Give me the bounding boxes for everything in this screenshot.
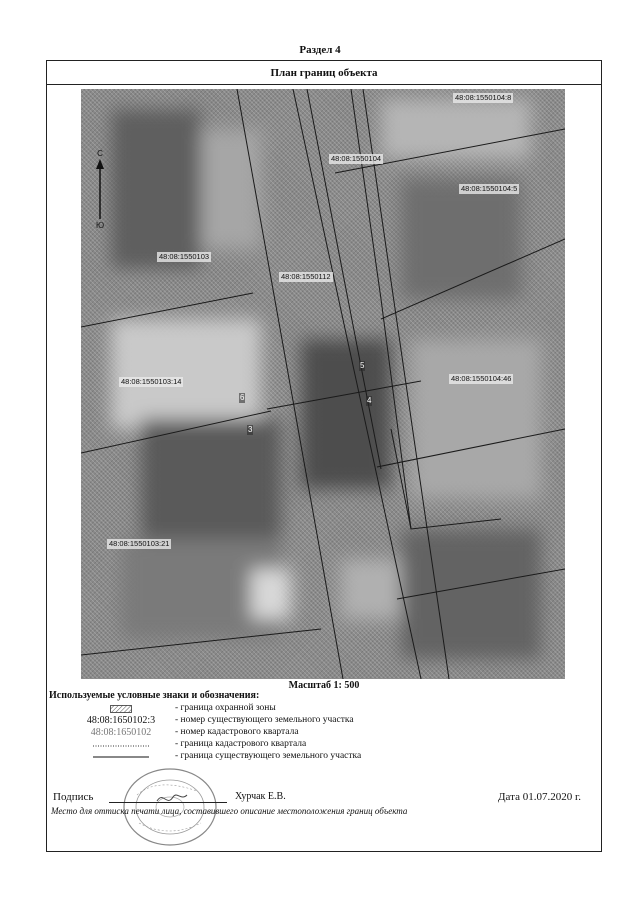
parcel-label: 48:08:1550103:14 <box>121 377 182 386</box>
parcel-label: 48:08:1550104:5 <box>461 184 518 193</box>
point-label: 5 <box>360 361 365 370</box>
parcel-label: 48:08:1550112 <box>281 272 331 281</box>
legend-desc: - граница охранной зоны <box>175 703 276 713</box>
parcel-label: 48:08:1550104 <box>331 154 382 163</box>
legend-title: Используемые условные знаки и обозначения: <box>49 690 260 701</box>
legend-desc: - номер существующего земельного участка <box>175 715 354 725</box>
signature-line <box>109 802 227 803</box>
legend-item-quarter-boundary <box>47 739 601 750</box>
legend-desc: - граница кадастрового квартала <box>175 739 307 749</box>
legend-item-parcel-boundary <box>47 751 601 762</box>
parcel-label: 48:08:1550103:21 <box>109 539 170 548</box>
scale-label: Масштаб 1: 500 <box>288 680 360 691</box>
point-label: 3 <box>248 425 253 434</box>
compass-north: С <box>97 149 103 158</box>
point-label: 6 <box>240 393 245 402</box>
aerial-map <box>81 89 565 679</box>
legend-symbol-dotted-line <box>71 739 171 750</box>
legend-item-protection-zone <box>47 703 601 714</box>
signer-name: Хурчак Е.В. <box>235 791 286 802</box>
legend-desc: - номер кадастрового квартала <box>175 727 299 737</box>
parcel-label: 48:08:1550104:8 <box>455 93 512 102</box>
legend-symbol-text: 48:08:1650102:3 <box>86 715 156 726</box>
signature-row <box>53 791 593 805</box>
signature-label: Подпись <box>53 791 94 803</box>
document-frame <box>46 60 602 852</box>
section-title: Раздел 4 <box>299 44 341 56</box>
signature-date: Дата 01.07.2020 г. <box>498 791 581 803</box>
parcel-label: 48:08:1550104:46 <box>451 374 512 383</box>
legend-symbol-text: 48:08:1650102 <box>90 727 152 738</box>
point-label: 4 <box>367 396 372 405</box>
legend-desc: - граница существующего земельного участка <box>175 751 362 761</box>
frame-header-title: План границ объекта <box>47 61 601 85</box>
legend-symbol-solid-line <box>71 751 171 762</box>
legend-item-parcel-number <box>47 715 601 726</box>
parcel-label: 48:08:1550103 <box>159 252 210 261</box>
legend-item-quarter-number <box>47 727 601 738</box>
stamp-caption: Место для оттиска печати лица, составившего описание местоположения границ объекта <box>51 806 408 816</box>
compass-south: Ю <box>95 221 105 230</box>
north-arrow-icon <box>93 149 107 233</box>
legend-symbol-hatched <box>71 703 171 714</box>
